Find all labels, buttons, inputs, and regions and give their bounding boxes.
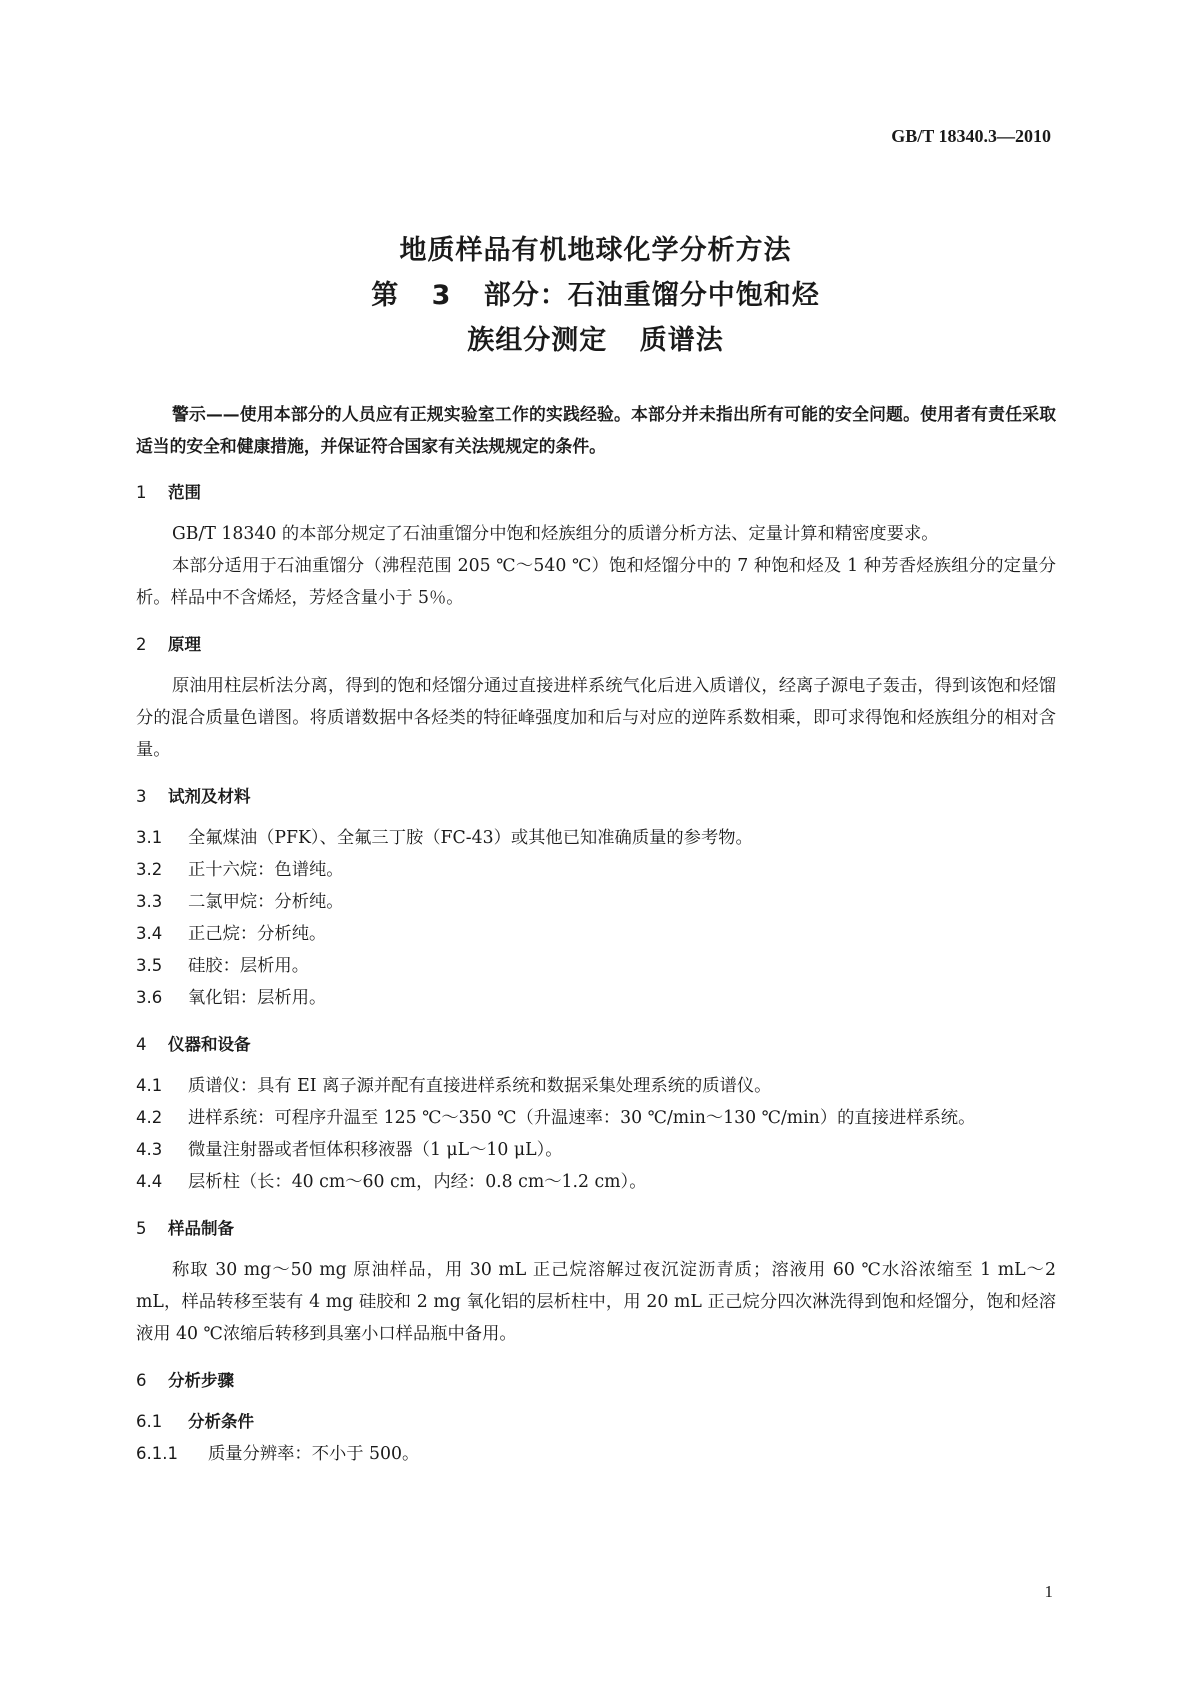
item-text: 质量分辨率：不小于 500。 (208, 1444, 420, 1464)
item-text: 氧化铝：层析用。 (188, 988, 327, 1008)
item-number: 3.5 (136, 956, 163, 975)
item-number: 3.2 (136, 860, 163, 879)
item-number: 6.1.1 (136, 1444, 178, 1463)
section-heading-6 (136, 1366, 1056, 1396)
document-title (0, 228, 1191, 363)
item-text: 硅胶：层析用。 (188, 956, 309, 976)
section-heading-4 (136, 1030, 1056, 1060)
list-item (136, 1070, 1056, 1102)
section-number: 6 (136, 1371, 147, 1390)
list-item (136, 982, 1056, 1014)
section-number: 3 (136, 787, 147, 806)
list-item (136, 950, 1056, 982)
paragraph: 称取 30 mg～50 mg 原油样品，用 30 mL 正己烷溶解过夜沉淀沥青质；溶液用 60 ℃水浴浓缩至 1 mL～2 mL，样品转移至装有 4 mg 硅胶和 2 mg 氧化铝的层析柱中，用 20 mL 正己烷分四次淋洗得到饱和烃馏分，饱和烃溶液用 40 ℃浓缩后转移到具塞小口样品瓶中备用。 (136, 1260, 1056, 1344)
section-title: 样品制备 (168, 1219, 234, 1238)
item-text: 全氟煤油（PFK）、全氟三丁胺（FC-43）或其他已知准确质量的参考物。 (188, 828, 753, 848)
paragraph: 原油用柱层析法分离，得到的饱和烃馏分通过直接进样系统气化后进入质谱仪，经离子源电子轰击，得到该饱和烃馏分的混合质量色谱图。将质谱数据中各烃类的特征峰强度加和后与对应的逆阵系数相乘，即可求得饱和烃族组分的相对含量。 (136, 676, 1056, 760)
section-title: 试剂及材料 (168, 787, 251, 806)
warning-paragraph: 警示——使用本部分的人员应有正规实验室工作的实践经验。本部分并未指出所有可能的安全问题。使用者有责任采取适当的安全和健康措施，并保证符合国家有关法规规定的条件。 (136, 404, 1056, 456)
page-number: 1 (1044, 1582, 1053, 1601)
list-item (136, 886, 1056, 918)
item-text: 层析柱（长：40 cm～60 cm，内经：0.8 cm～1.2 cm）。 (188, 1172, 647, 1192)
section-title: 原理 (168, 635, 201, 654)
list-item (136, 854, 1056, 886)
section-title: 仪器和设备 (168, 1035, 251, 1054)
item-number: 4.4 (136, 1172, 163, 1191)
list-item (136, 1102, 1056, 1134)
section-number: 2 (136, 635, 147, 654)
title-line-2: 第 3 部分：石油重馏分中饱和烃 (371, 280, 820, 311)
item-text: 质谱仪：具有 EI 离子源并配有直接进样系统和数据采集处理系统的质谱仪。 (188, 1076, 772, 1096)
list-item (136, 1166, 1056, 1198)
paragraph: 本部分适用于石油重馏分（沸程范围 205 ℃～540 ℃）饱和烃馏分中的 7 种饱和烃及 1 种芳香烃族组分的定量分析。样品中不含烯烃，芳烃含量小于 5％。 (136, 556, 1056, 608)
subsection-title: 分析条件 (188, 1412, 254, 1431)
title-line-3: 族组分测定 质谱法 (467, 325, 724, 356)
section-heading-2 (136, 630, 1056, 660)
item-number: 3.6 (136, 988, 163, 1007)
item-text: 二氯甲烷：分析纯。 (188, 892, 344, 912)
list-item (136, 918, 1056, 950)
item-number: 3.4 (136, 924, 163, 943)
item-number: 3.3 (136, 892, 163, 911)
list-item (136, 1134, 1056, 1166)
list-item (136, 822, 1056, 854)
subsection-heading-6-1 (136, 1406, 1056, 1438)
paragraph: GB/T 18340 的本部分规定了石油重馏分中饱和烃族组分的质谱分析方法、定量计算和精密度要求。 (172, 524, 939, 544)
standard-code: GB/T 18340.3—2010 (891, 126, 1051, 146)
item-text: 正己烷：分析纯。 (188, 924, 327, 944)
section-title: 分析步骤 (168, 1371, 234, 1390)
section-title: 范围 (168, 483, 201, 502)
section-heading-5 (136, 1214, 1056, 1244)
item-number: 4.3 (136, 1140, 163, 1159)
item-number: 4.1 (136, 1076, 163, 1095)
section-heading-1 (136, 478, 1056, 508)
section-number: 5 (136, 1219, 147, 1238)
item-text: 微量注射器或者恒体积移液器（1 μL～10 μL）。 (188, 1140, 563, 1160)
document-body (136, 398, 1056, 1470)
item-number: 4.2 (136, 1108, 163, 1127)
section-number: 1 (136, 483, 147, 502)
section-heading-3 (136, 782, 1056, 812)
item-number: 3.1 (136, 828, 163, 847)
subsection-number: 6.1 (136, 1412, 163, 1431)
section-number: 4 (136, 1035, 147, 1054)
item-text: 进样系统：可程序升温至 125 ℃～350 ℃（升温速率：30 ℃/min～130 ℃/min）的直接进样系统。 (188, 1108, 976, 1128)
list-item (136, 1438, 1056, 1470)
item-text: 正十六烷：色谱纯。 (188, 860, 344, 880)
title-line-1: 地质样品有机地球化学分析方法 (399, 235, 792, 266)
